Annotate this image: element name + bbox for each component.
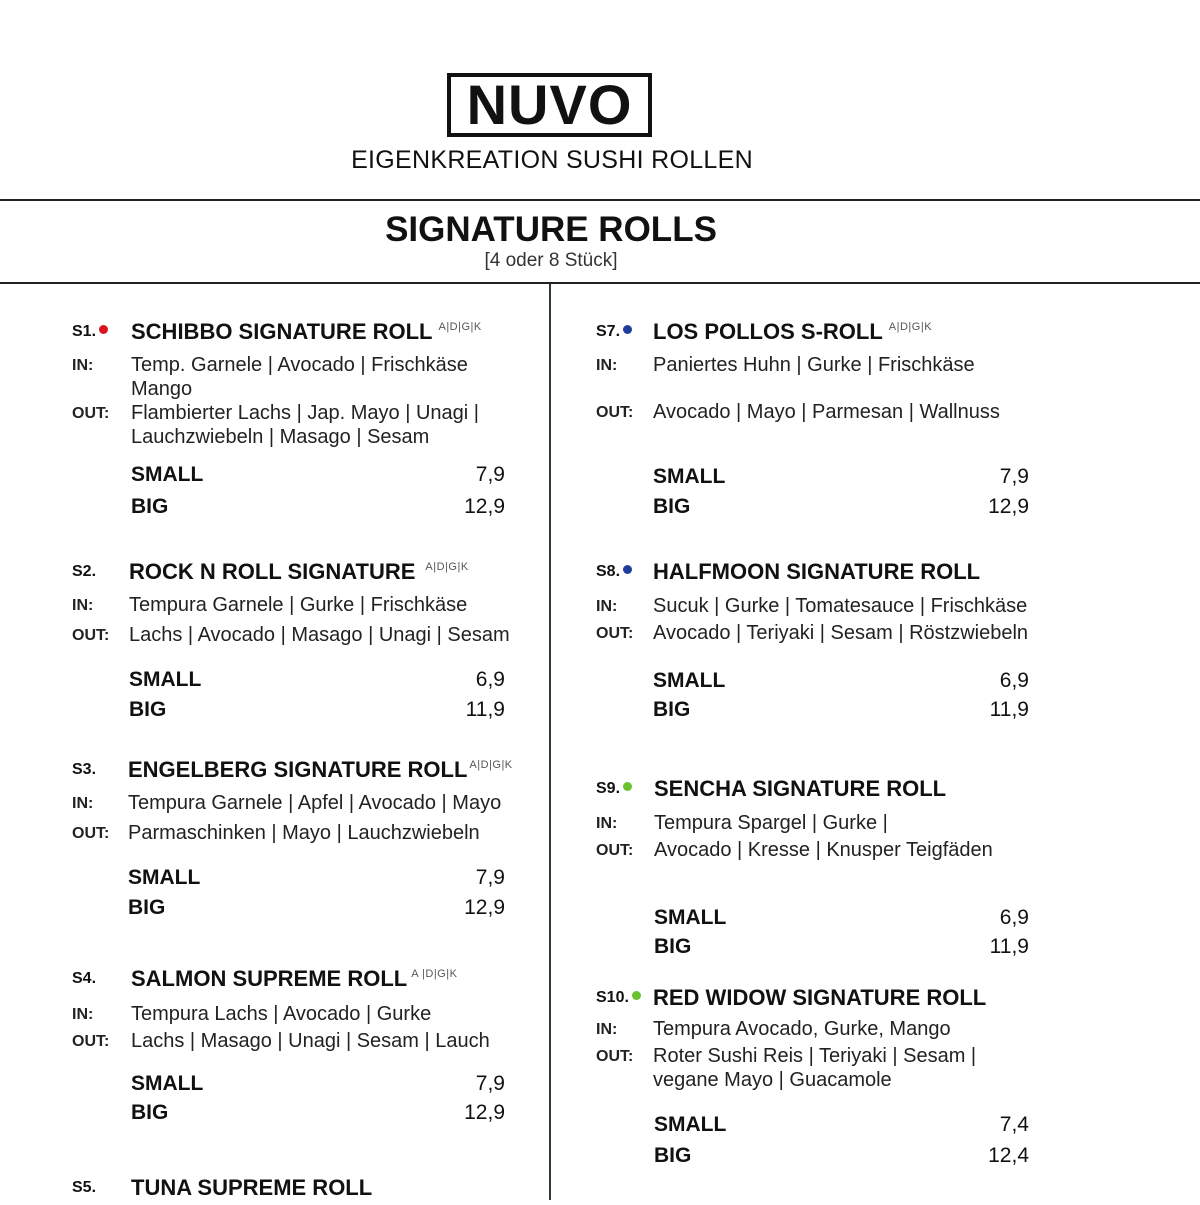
price-small: SMALL 6,9 — [129, 668, 505, 691]
item-code: S3. — [72, 761, 97, 778]
item-code: S1. — [72, 323, 108, 341]
menu-item — [596, 559, 1066, 721]
logo: NUVO — [447, 73, 652, 137]
price-big: BIG 12,9 — [131, 495, 505, 518]
menu-header — [0, 0, 1200, 200]
item-code: S9. — [596, 780, 632, 798]
item-code: S5. — [72, 1179, 97, 1196]
item-code: S4. — [72, 970, 97, 987]
item-code: S10. — [596, 989, 641, 1007]
menu-item — [596, 985, 1066, 1167]
ingredients-out: OUT: Lachs | Masago | Unagi | Sesam | Lauch — [72, 1030, 490, 1052]
allergen-codes: A |D|G|K — [411, 968, 458, 980]
item-name: RED WIDOW SIGNATURE ROLL — [653, 985, 987, 1010]
price-big: BIG 11,9 — [654, 935, 1029, 958]
section-divider — [0, 282, 1200, 284]
blue-dot-icon — [623, 325, 632, 334]
green-dot-icon — [623, 782, 632, 791]
item-code: S7. — [596, 323, 632, 341]
menu-item — [596, 776, 1066, 958]
menu-item — [72, 757, 542, 919]
ingredients-in: IN: Sucuk | Gurke | Tomatesauce | Frischkäse — [596, 595, 1028, 617]
allergen-codes: A|D|G|K — [438, 321, 482, 333]
ingredients-out: OUT: Avocado | Mayo | Parmesan | Wallnuss — [596, 401, 1000, 423]
section-title: SIGNATURE ROLLS — [385, 210, 717, 249]
section-subtitle: [4 oder 8 Stück] — [484, 250, 618, 271]
ingredients-out: OUT: Flambierter Lachs | Jap. Mayo | Unagi | Lauchzwiebeln | Masago | Sesam — [72, 402, 479, 448]
item-name: ROCK N ROLL SIGNATURE $^{A|D|G|K}$ — [129, 559, 469, 584]
allergen-codes: A|D|G|K — [469, 759, 513, 771]
price-small: SMALL 6,9 — [653, 669, 1029, 692]
ingredients-out: OUT: Roter Sushi Reis | Teriyaki | Sesam | vegane Mayo | Guacamole — [596, 1045, 977, 1091]
item-name: SCHIBBO SIGNATURE ROLL $^{A|D|G|K}$ — [131, 319, 482, 344]
ingredients-in: IN: Temp. Garnele | Avocado | Frischkäse Mango — [72, 354, 468, 400]
tagline: EIGENKREATION SUSHI ROLLEN — [351, 146, 753, 174]
ingredients-out: OUT: Avocado | Kresse | Knusper Teigfäden — [596, 839, 993, 861]
price-small: SMALL 7,9 — [128, 866, 505, 889]
price-big: BIG 11,9 — [129, 698, 505, 721]
price-big: BIG 12,9 — [653, 495, 1029, 518]
menu-item — [72, 559, 542, 721]
price-big: BIG 12,9 — [131, 1101, 505, 1124]
header-divider — [0, 199, 1200, 201]
item-name: ENGELBERG SIGNATURE ROLL $^{A|D|G|K}$ — [128, 757, 513, 782]
price-small: SMALL 7,4 — [654, 1113, 1029, 1136]
allergen-codes: A|D|G|K — [425, 561, 469, 573]
ingredients-in: IN: Tempura Lachs | Avocado | Gurke — [72, 1003, 432, 1025]
price-small: SMALL 7,9 — [131, 1072, 505, 1095]
price-small: SMALL 7,9 — [131, 463, 505, 486]
blue-dot-icon — [623, 565, 632, 574]
ingredients-in: IN: Tempura Spargel | Gurke | — [596, 812, 888, 834]
ingredients-in: IN: Tempura Garnele | Apfel | Avocado | Mayo — [72, 792, 502, 814]
red-dot-icon — [99, 325, 108, 334]
column-divider — [549, 284, 551, 1200]
ingredients-in: IN: Tempura Avocado, Gurke, Mango — [596, 1018, 951, 1040]
menu-item — [72, 966, 542, 1124]
menu-item — [72, 1175, 542, 1205]
ingredients-in: IN: Paniertes Huhn | Gurke | Frischkäse — [596, 354, 975, 376]
item-name: TUNA SUPREME ROLL — [131, 1175, 373, 1200]
ingredients-out: OUT: Lachs | Avocado | Masago | Unagi | Sesam — [72, 624, 510, 646]
item-name: LOS POLLOS S-ROLL $^{A|D|G|K}$ — [653, 319, 933, 344]
menu-item — [72, 319, 542, 518]
allergen-codes: A|D|G|K — [888, 321, 933, 333]
ingredients-out: OUT: Parmaschinken | Mayo | Lauchzwiebeln — [72, 822, 480, 844]
item-name: SALMON SUPREME ROLL $^{A |D|G|K}$ — [131, 966, 458, 991]
ingredients-out: OUT: Avocado | Teriyaki | Sesam | Röstzwiebeln — [596, 622, 1029, 644]
item-code: S8. — [596, 563, 632, 581]
green-dot-icon — [632, 991, 641, 1000]
menu-item — [596, 319, 1066, 518]
price-big: BIG 12,4 — [654, 1144, 1029, 1167]
item-code: S2. — [72, 563, 97, 580]
item-name: SENCHA SIGNATURE ROLL — [654, 776, 947, 801]
price-big: BIG 12,9 — [128, 896, 505, 919]
item-name: HALFMOON SIGNATURE ROLL — [653, 559, 981, 584]
price-small: SMALL 6,9 — [654, 906, 1029, 929]
price-small: SMALL 7,9 — [653, 465, 1029, 488]
price-big: BIG 11,9 — [653, 698, 1029, 721]
ingredients-in: IN: Tempura Garnele | Gurke | Frischkäse — [72, 594, 468, 616]
